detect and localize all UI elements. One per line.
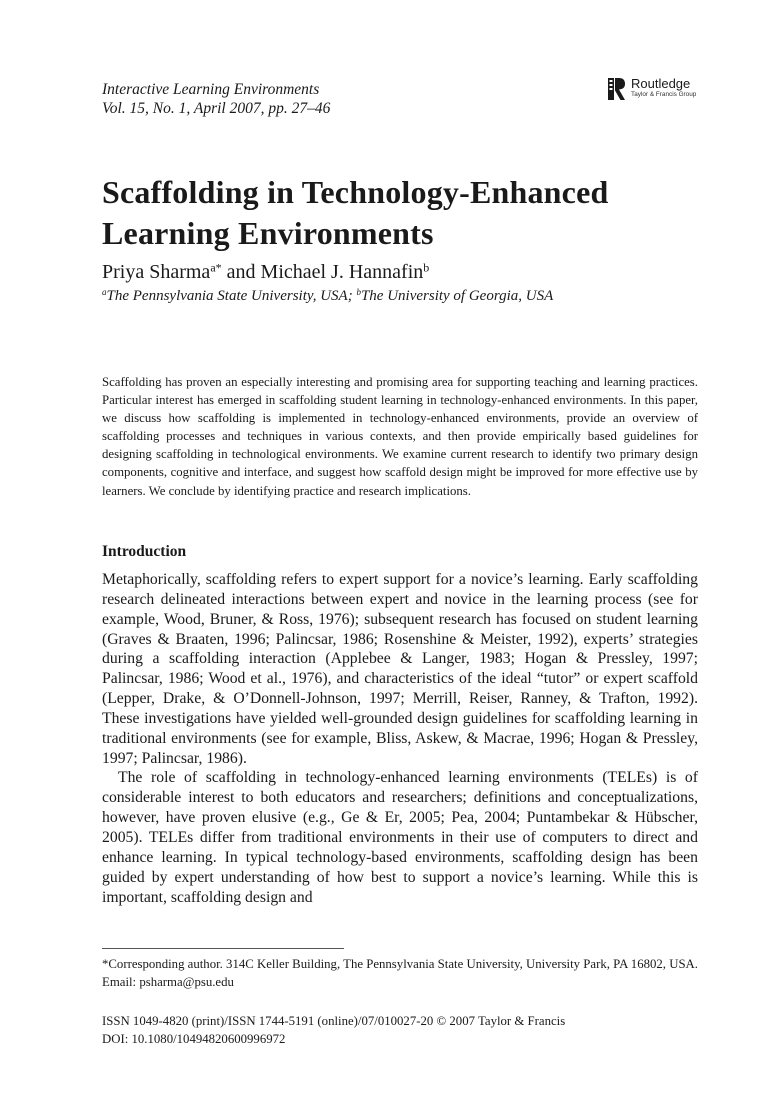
publisher-logo bbox=[607, 77, 696, 101]
affiliation-text: The Pennsylvania State University, USA; bbox=[106, 288, 353, 304]
author-affiliation-mark: b bbox=[423, 260, 430, 275]
author-name: Michael J. Hannafin bbox=[260, 261, 424, 283]
section-heading: Introduction bbox=[102, 543, 187, 560]
author-affiliation-mark: a* bbox=[210, 260, 222, 275]
author-name: Priya Sharma bbox=[102, 261, 211, 283]
imprint bbox=[102, 1012, 565, 1048]
author-joiner: and bbox=[221, 261, 261, 283]
corresponding-author-footnote: *Corresponding author. 314C Keller Building, The Pennsylvania State University, University Park, PA 16802, USA. Email: psharma@psu.edu bbox=[102, 957, 698, 989]
journal-issue: Vol. 15, No. 1, April 2007, pp. 27–46 bbox=[102, 100, 331, 117]
author-line bbox=[102, 259, 429, 285]
footnote-divider bbox=[102, 948, 344, 949]
journal-header bbox=[102, 80, 330, 118]
body-paragraph: Metaphorically, scaffolding refers to expert support for a novice’s learning. Early scaffolding research delineated interactions between expert and novice in the learning process (see for example, Wood, Bruner, & Ross, 1976); subsequent research has focused on student learning (Graves & Braaten, 1996; Palincsar, 1986; Rosenshine & Meister, 1992), experts’ strategies during a scaffolding interaction (Applebee & Langer, 1983; Hogan & Pressley, 1997; Palincsar, 1986; Wood et al., 1976), and characteristics of the ideal “tutor” or expert scaffold (Lepper, Drake, & O’Donnell-Johnson, 1997; Merrill, Reiser, Ranney, & Trafton, 1992). These investigations have yielded well-grounded design guidelines for scaffolding learning in traditional environments (see for example, Bliss, Askew, & Macrae, 1996; Hogan & Pressley, 1997; Palincsar, 1986). bbox=[102, 571, 698, 767]
affiliation-mark: b bbox=[356, 287, 361, 298]
body-paragraph: The role of scaffolding in technology-enhanced learning environments (TELEs) is of considerable interest to both educators and researchers; definitions and conceptualizations, however, have proven elusive (e.g., Ge & Er, 2005; Pea, 2004; Puntambekar & Hübscher, 2005). TELEs differ from traditional environments in their use of computers to direct and enhance learning. In typical technology-based environments, scaffolding design has been guided by expert understanding of how best to support a novice’s learning. While this is important, scaffolding design and bbox=[102, 769, 698, 906]
issn-line: ISSN 1049-4820 (print)/ISSN 1744-5191 (online)/07/010027-20 © 2007 Taylor & Francis bbox=[102, 1014, 566, 1028]
introduction-body bbox=[102, 570, 698, 907]
publisher-group: Taylor & Francis Group bbox=[631, 91, 697, 98]
routledge-logo-icon bbox=[607, 77, 627, 101]
affiliation-mark: a bbox=[102, 287, 107, 298]
doi-line: DOI: 10.1080/10494820600996972 bbox=[102, 1032, 286, 1046]
publisher-name: Routledge bbox=[631, 76, 691, 91]
article-title: Scaffolding in Technology-Enhanced Learning Environments bbox=[102, 174, 609, 251]
abstract: Scaffolding has proven an especially interesting and promising area for supporting teaching and learning practices. Particular interest has emerged in scaffolding student learning in technology-enhanced environments. In this paper, we discuss how scaffolding is implemented in technology-enhanced environments, provide an overview of scaffolding processes and techniques in various contexts, and then provide empirically based guidelines for designing scaffolding in technological environments. We examine current research to identify two primary design components, cognitive and interface, and suggest how scaffold design might be improved for more effective use by learners. We conclude by identifying practice and research implications. bbox=[102, 375, 698, 498]
affiliation-text: The University of Georgia, USA bbox=[360, 288, 554, 304]
affiliation-line bbox=[102, 286, 553, 306]
journal-name: Interactive Learning Environments bbox=[102, 81, 320, 98]
